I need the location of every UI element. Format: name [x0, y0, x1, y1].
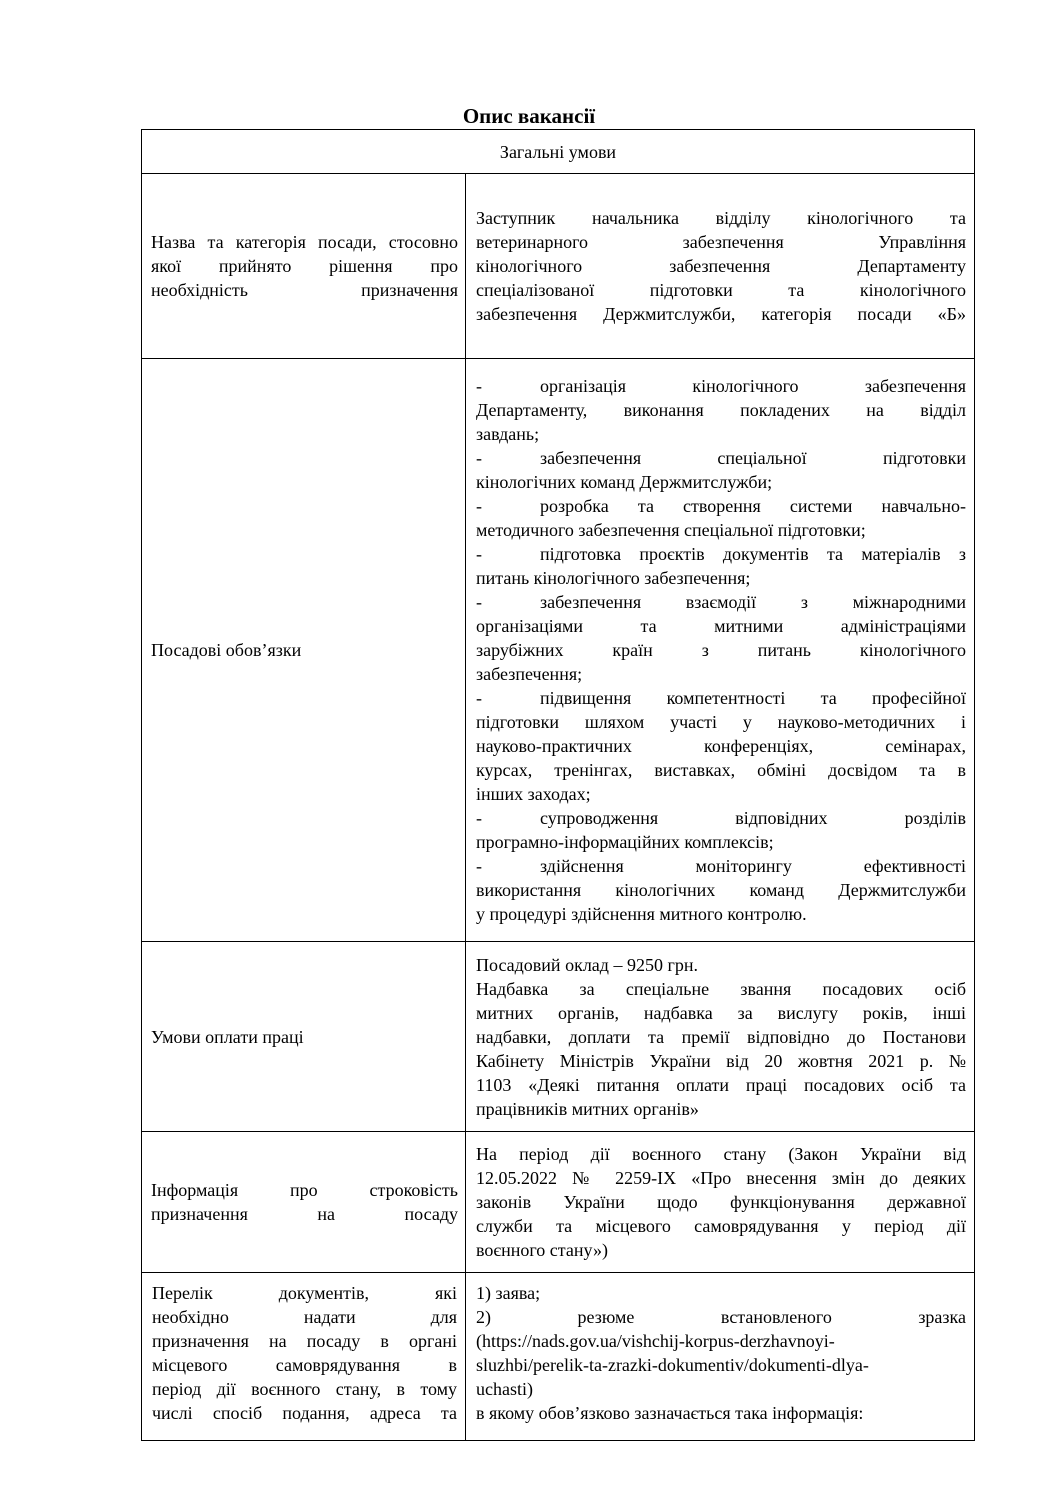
duties-label: Посадові обов’язки [142, 359, 466, 942]
table-row [142, 942, 975, 1132]
duty-text: використання кінологічних команд Держмитслужби [476, 880, 966, 900]
list-item: 1) заява; [476, 1283, 541, 1303]
duty-bullet: - [476, 808, 482, 828]
text-line: кінологічного забезпечення Департаменту [476, 256, 966, 276]
document-link[interactable]: uchasti) [476, 1379, 533, 1399]
duty-text: підвищення компетентності та професійної [540, 688, 966, 708]
documents-label [142, 1273, 466, 1441]
text-line: служби та місцевого самоврядування у період дії [476, 1216, 966, 1236]
table-row [142, 130, 975, 174]
salary-value [466, 942, 975, 1132]
text-line: надбавки, доплати та премії відповідно до Постанови [476, 1026, 966, 1047]
duties-list [466, 359, 975, 942]
duty-item [476, 446, 966, 470]
text-line: 12.05.2022 № 2259-IX «Про внесення змін до деяких [476, 1168, 966, 1188]
text-line: призначення на посаду в органі [152, 1331, 457, 1351]
text-line: 1103 «Деякі питання оплати праці посадових осіб та [476, 1074, 966, 1095]
duty-text: здійснення моніторингу ефективності [540, 856, 966, 876]
duty-bullet: - [476, 544, 482, 564]
duty-text: супроводження відповідних розділів [540, 808, 966, 828]
duty-text: Департаменту, виконання покладених на відділ [476, 400, 966, 420]
text-line: Заступник начальника відділу кінологічного та [476, 208, 966, 228]
general-conditions-header: Загальні умови [142, 130, 975, 174]
text-line: період дії воєнного стану, в тому [152, 1379, 457, 1399]
text-line: митних органів, надбавка за вислугу років, інші [476, 1002, 966, 1023]
text-line: необхідно надати для [152, 1307, 457, 1327]
term-value [466, 1132, 975, 1273]
duty-text: питань кінологічного забезпечення; [476, 568, 751, 588]
duty-text: забезпечення; [476, 664, 583, 684]
duty-text: завдань; [476, 424, 540, 444]
text-line: Перелік документів, які [152, 1283, 457, 1303]
duty-text: організаціями та митними адміністраціями [476, 616, 966, 636]
table-row [142, 174, 975, 359]
duty-item [476, 374, 966, 398]
duty-bullet: - [476, 592, 482, 612]
vacancy-table [141, 129, 975, 1441]
text-line: На період дії воєнного стану (Закон України від [476, 1144, 966, 1164]
text-line: числі спосіб подання, адреса та [152, 1403, 457, 1423]
duty-bullet: - [476, 688, 482, 708]
text-line: законів України щодо функціонування державної [476, 1192, 966, 1212]
text-line: спеціалізованої підготовки та кінологічного [476, 280, 966, 300]
duty-bullet: - [476, 448, 482, 468]
duty-text: забезпечення взаємодії з міжнародними [540, 592, 966, 612]
document-link[interactable]: (https://nads.gov.ua/vishchij-korpus-derzhavnoyi- [476, 1331, 835, 1351]
document-link[interactable]: sluzhbi/perelik-ta-zrazki-dokumentiv/dokumenti-dlya- [476, 1355, 869, 1375]
duty-text: програмно-інформаційних комплексів; [476, 832, 774, 852]
duty-text: зарубіжних країн з питань кінологічного [476, 640, 966, 660]
duty-item [476, 542, 966, 566]
duty-item [476, 686, 966, 710]
list-item: 2) резюме встановленого зразка [476, 1307, 966, 1327]
documents-value [466, 1273, 975, 1441]
text-line: Надбавка за спеціальне звання посадових осіб [476, 978, 966, 999]
salary-label: Умови оплати праці [142, 942, 466, 1132]
duty-text: забезпечення спеціальної підготовки [540, 448, 966, 468]
duty-text: організація кінологічного забезпечення [540, 376, 966, 396]
duty-item [476, 854, 966, 878]
duty-item [476, 806, 966, 830]
salary-line: Посадовий оклад – 9250 грн. [476, 954, 698, 975]
duty-item [476, 494, 966, 518]
duty-text: кінологічних команд Держмитслужби; [476, 472, 773, 492]
text-line: працівників митних органів» [476, 1098, 699, 1119]
duty-bullet: - [476, 496, 482, 516]
duty-item [476, 590, 966, 614]
text-line: воєнного стану») [476, 1240, 608, 1260]
text-line: місцевого самоврядування в [152, 1355, 457, 1375]
text-line: забезпечення Держмитслужби, категорія посади «Б» [476, 304, 966, 324]
table-row [142, 359, 975, 942]
duty-text: методичного забезпечення спеціальної підготовки; [476, 520, 866, 540]
text-line: в якому обов’язково зазначається така інформація: [476, 1403, 864, 1423]
duty-text: науково-практичних конференціях, семінарах, [476, 736, 966, 756]
text-line: Кабінету Міністрів України від 20 жовтня 2021 р. № [476, 1050, 966, 1071]
table-row [142, 1132, 975, 1273]
position-title-label: Назва та категорія посади, стосовно якої прийнято рішення про необхідність призначення [142, 174, 466, 359]
duty-bullet: - [476, 856, 482, 876]
duty-text: інших заходах; [476, 784, 591, 804]
duty-text: підготовки шляхом участі у науково-методичних і [476, 712, 966, 732]
text-line: ветеринарного забезпечення Управління [476, 232, 966, 252]
table-row [142, 1273, 975, 1441]
page-title: Опис вакансії [462, 104, 596, 128]
duty-text: розробка та створення системи навчально- [540, 496, 966, 516]
duty-text: підготовка проєктів документів та матеріалів з [540, 544, 966, 564]
duty-text: у процедурі здійснення митного контролю. [476, 904, 807, 924]
duty-text: курсах, тренінгах, виставках, обміні досвідом та в [476, 760, 966, 780]
duty-bullet: - [476, 376, 482, 396]
term-label: Інформація про строковість призначення на посаду [142, 1132, 466, 1273]
position-title-value [466, 174, 975, 359]
